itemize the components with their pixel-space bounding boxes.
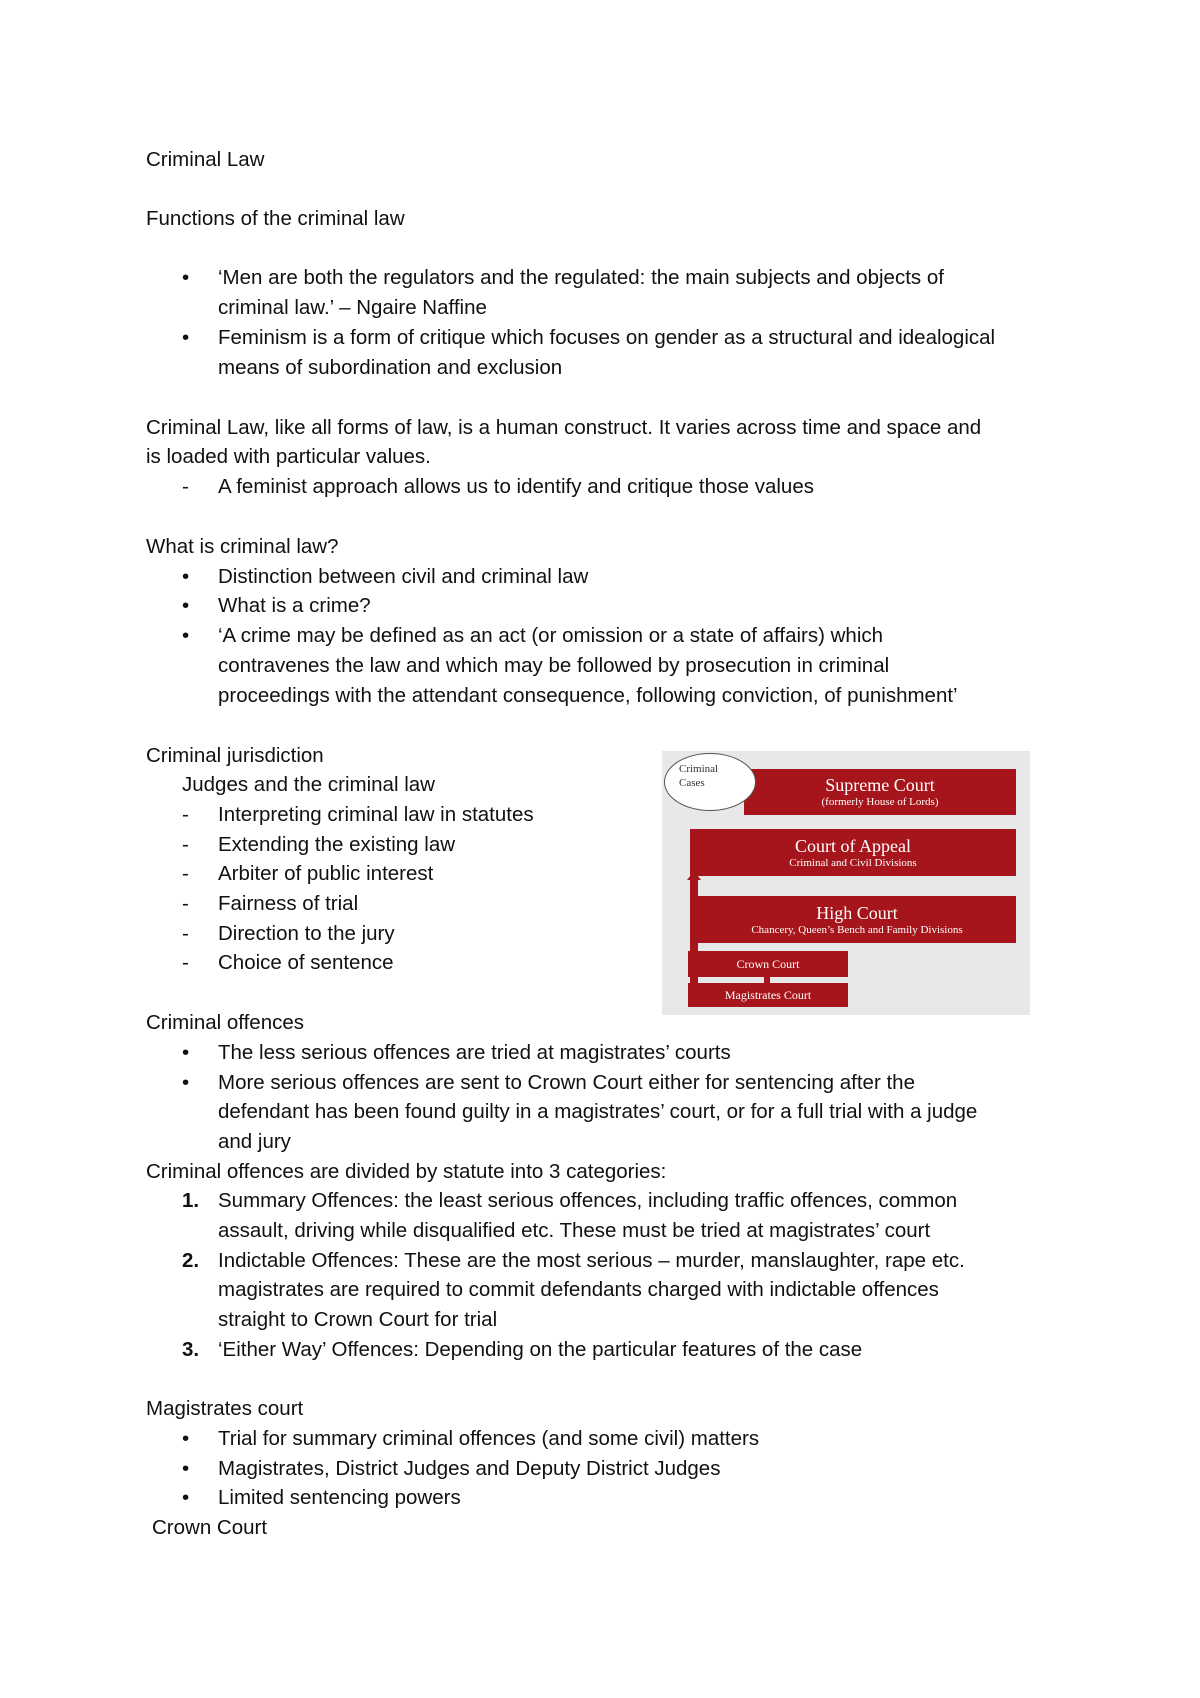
paragraph-line: is loaded with particular values.	[146, 445, 431, 468]
dash-marker: -	[182, 833, 189, 856]
high-court-title: High Court	[816, 902, 898, 923]
list-item-text: assault, driving while disqualified etc. These must be tried at magistrates’ court	[218, 1219, 931, 1242]
supreme-court-title: Supreme Court	[825, 775, 935, 795]
judges-subheading: Judges and the criminal law	[182, 773, 435, 796]
criminal-cases-oval	[664, 753, 756, 811]
crown-court-title: Crown Court	[736, 957, 800, 971]
dash-marker: -	[182, 862, 189, 885]
dash-marker: -	[182, 475, 189, 498]
list-item-text: Choice of sentence	[218, 951, 394, 974]
list-item-text: defendant has been found guilty in a magistrates’ court, or for a full trial with a judge	[218, 1100, 978, 1123]
high-court-subtitle: Chancery, Queen’s Bench and Family Divisions	[751, 923, 963, 936]
dash-marker: -	[182, 922, 189, 945]
bullet-marker: •	[182, 565, 190, 588]
list-item-text: ‘Either Way’ Offences: Depending on the particular features of the case	[218, 1338, 863, 1361]
categories-intro: Criminal offences are divided by statute into 3 categories:	[146, 1160, 667, 1183]
dash-marker: -	[182, 803, 189, 826]
bullet-marker: •	[182, 1486, 190, 1509]
list-item-text: What is a crime?	[218, 594, 371, 617]
list-item-text: and jury	[218, 1130, 291, 1153]
dash-marker: -	[182, 892, 189, 915]
list-item-text: proceedings with the attendant consequence, following conviction, of punishment’	[218, 684, 958, 707]
list-item-text: More serious offences are sent to Crown Court either for sentencing after the	[218, 1071, 915, 1094]
number-marker: 1.	[182, 1189, 200, 1212]
bullet-marker: •	[182, 266, 190, 289]
court-of-appeal-box	[690, 829, 1016, 876]
magistrates-heading: Magistrates court	[146, 1397, 304, 1420]
list-item-text: means of subordination and exclusion	[218, 356, 563, 379]
list-item-text: Indictable Offences: These are the most serious – murder, manslaughter, rape etc.	[218, 1249, 965, 1272]
crown-court-box	[688, 951, 848, 977]
bullet-marker: •	[182, 624, 190, 647]
magistrates-court-title: Magistrates Court	[724, 988, 812, 1002]
list-item-text: Extending the existing law	[218, 833, 456, 856]
bullet-marker: •	[182, 1427, 190, 1450]
list-item-text: Direction to the jury	[218, 922, 395, 945]
paragraph-line: Criminal Law, like all forms of law, is a human construct. It varies across time and space and	[146, 416, 982, 439]
what-heading: What is criminal law?	[146, 535, 339, 558]
supreme-court-subtitle: (formerly House of Lords)	[821, 796, 939, 808]
oval-line: Cases	[679, 777, 705, 789]
list-item-text: Interpreting criminal law in statutes	[218, 803, 534, 826]
list-item-text: straight to Crown Court for trial	[218, 1308, 498, 1331]
list-item-text: Feminism is a form of critique which focuses on gender as a structural and idealogical	[218, 326, 996, 349]
supreme-court-box	[744, 769, 1016, 815]
list-item-text: magistrates are required to commit defendants charged with indictable offences	[218, 1278, 939, 1301]
list-item-text: Arbiter of public interest	[218, 862, 434, 885]
number-marker: 2.	[182, 1249, 200, 1272]
oval-line: Criminal	[679, 763, 719, 775]
crown-court-heading: Crown Court	[152, 1516, 268, 1539]
high-court-box	[698, 896, 1016, 943]
list-item-text: ‘A crime may be defined as an act (or omission or a state of affairs) which	[218, 624, 884, 647]
functions-heading: Functions of the criminal law	[146, 207, 405, 230]
list-item-text: Fairness of trial	[218, 892, 359, 915]
offences-heading: Criminal offences	[146, 1011, 304, 1034]
bullet-marker: •	[182, 594, 190, 617]
list-item-text: Distinction between civil and criminal law	[218, 565, 589, 588]
list-item-text: The less serious offences are tried at magistrates’ courts	[218, 1041, 731, 1064]
list-item-text: Summary Offences: the least serious offences, including traffic offences, common	[218, 1189, 958, 1212]
list-item-text: contravenes the law and which may be followed by prosecution in criminal	[218, 654, 890, 677]
list-item-text: A feminist approach allows us to identify and critique those values	[218, 475, 814, 498]
document-title: Criminal Law	[146, 148, 265, 171]
bullet-marker: •	[182, 1457, 190, 1480]
court-of-appeal-title: Court of Appeal	[795, 835, 911, 856]
bullet-marker: •	[182, 1071, 190, 1094]
list-item-text: Limited sentencing powers	[218, 1486, 461, 1509]
list-item-text: criminal law.’ – Ngaire Naffine	[218, 296, 487, 319]
bullet-marker: •	[182, 1041, 190, 1064]
jurisdiction-heading: Criminal jurisdiction	[146, 744, 324, 767]
magistrates-court-box	[688, 983, 848, 1007]
bullet-marker: •	[182, 326, 190, 349]
number-marker: 3.	[182, 1338, 200, 1361]
list-item-text: Magistrates, District Judges and Deputy District Judges	[218, 1457, 721, 1480]
dash-marker: -	[182, 951, 189, 974]
list-item-text: Trial for summary criminal offences (and some civil) matters	[218, 1427, 760, 1450]
list-item-text: ‘Men are both the regulators and the regulated: the main subjects and objects of	[218, 266, 944, 289]
court-hierarchy-diagram	[662, 751, 1030, 1015]
court-of-appeal-subtitle: Criminal and Civil Divisions	[789, 856, 917, 869]
